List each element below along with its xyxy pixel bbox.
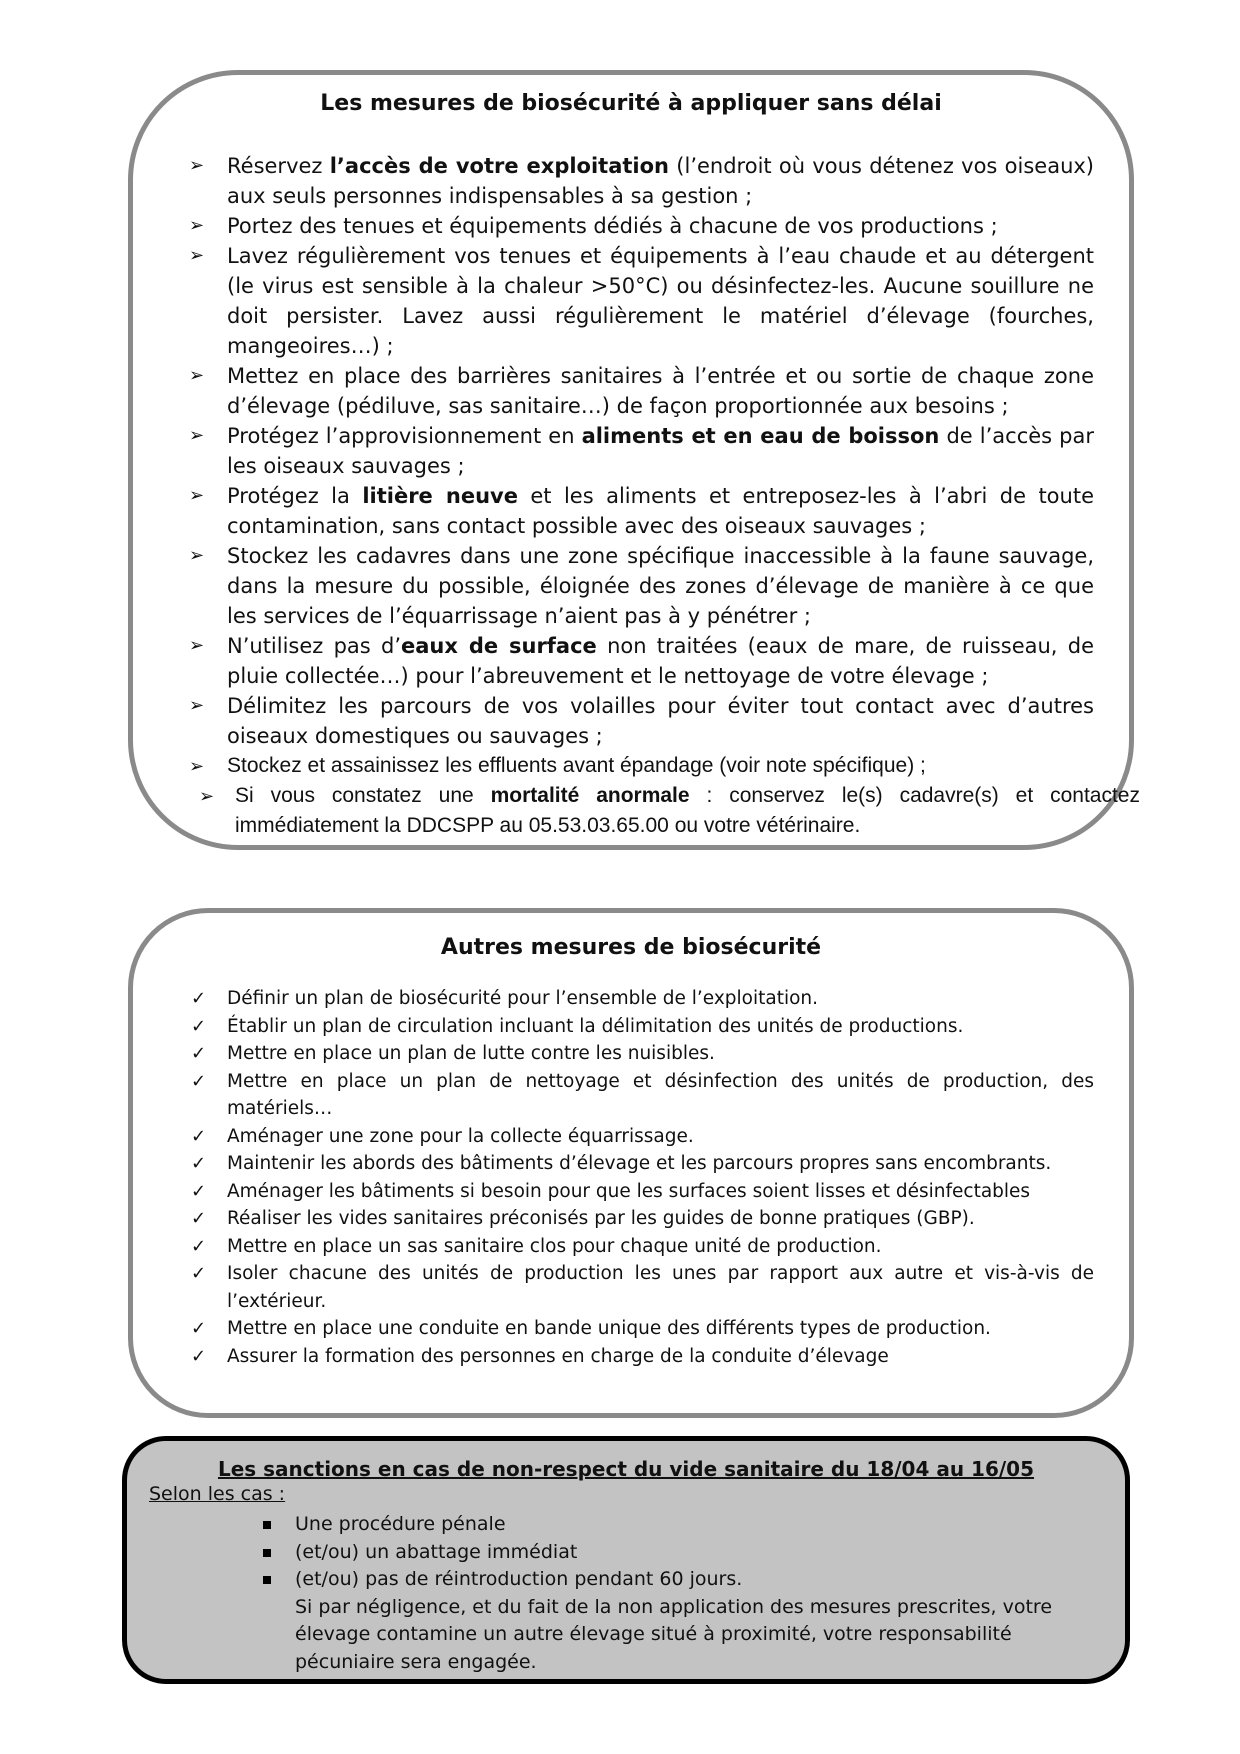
list-item: ➢ Stockez les cadavres dans une zone spécifique inaccessible à la faune sauvage, dans la mesure du possible, éloignée des zones d’élevage de manière à ce que les services de l’équarrissage n’aient pas à y pénétrer ; <box>189 541 1094 631</box>
immediate-measures-title: Les mesures de biosécurité à appliquer sans délai <box>320 91 942 116</box>
list-item: ➢ Si vous constatez une mortalité anormale : conservez le(s) cadavre(s) et contactez immédiatement la DDCSPP au 05.53.03.65.00 ou votre vétérinaire. <box>177 781 1140 841</box>
square-bullet-icon <box>263 1521 271 1529</box>
checkmark-bullet-icon: ✓ <box>191 1208 207 1229</box>
square-bullet-icon <box>263 1549 271 1557</box>
list-item: ✓ Isoler chacune des unités de production les unes par rapport aux autre et vis-à-vis de l’extérieur. <box>189 1260 1094 1315</box>
list-item: ✓ Mettre en place un plan de nettoyage et désinfection des unités de production, des matériels… <box>189 1068 1094 1123</box>
list-item: ✓ Réaliser les vides sanitaires préconisés par les guides de bonne pratiques (GBP). <box>189 1205 1094 1233</box>
liability-note: Si par négligence, et du fait de la non application des mesures prescrites, votre élevage contamine un autre élevage situé à proximité, votre responsabilité pécuniaire sera engagée. <box>295 1595 1053 1673</box>
list-item: ➢ Stockez et assainissez les effluents avant épandage (voir note spécifique) ; <box>189 751 1094 781</box>
list-item: ✓ Établir un plan de circulation incluant la délimitation des unités de productions. <box>189 1013 1094 1041</box>
other-measures-list <box>189 985 1094 1370</box>
list-item: ➢ N’utilisez pas d’eaux de surface non traitées (eaux de mare, de ruisseau, de pluie collectée…) pour l’abreuvement et le nettoyage de votre élevage ; <box>189 631 1094 691</box>
immediate-measures-box <box>128 70 1140 850</box>
checkmark-bullet-icon: ✓ <box>191 1015 207 1037</box>
checkmark-bullet-icon: ✓ <box>191 1070 207 1092</box>
sanctions-subtitle: Selon les cas : <box>149 1483 286 1505</box>
list-item: ✓ Maintenir les abords des bâtiments d’élevage et les parcours propres sans encombrants. <box>189 1150 1094 1178</box>
other-measures-box <box>128 908 1134 1418</box>
list-item: ✓ Mettre en place un sas sanitaire clos pour chaque unité de production. <box>189 1233 1094 1261</box>
arrowhead-bullet-icon: ➢ <box>189 635 205 656</box>
list-item: ✓ Assurer la formation des personnes en charge de la conduite d’élevage <box>189 1343 1094 1371</box>
arrowhead-bullet-icon: ➢ <box>189 425 205 446</box>
other-measures-title: Autres mesures de biosécurité <box>440 935 822 960</box>
arrowhead-bullet-icon: ➢ <box>189 485 205 506</box>
checkmark-bullet-icon: ✓ <box>191 988 207 1009</box>
checkmark-bullet-icon: ✓ <box>191 1125 207 1147</box>
sanctions-box <box>122 1436 1130 1684</box>
checkmark-bullet-icon: ✓ <box>191 1043 207 1064</box>
list-item: ✓ Mettre en place un plan de lutte contre les nuisibles. <box>189 1040 1094 1068</box>
checkmark-bullet-icon: ✓ <box>191 1153 207 1174</box>
list-item: ➢ Délimitez les parcours de vos volailles pour éviter tout contact avec d’autres oiseaux domestiques ou sauvages ; <box>189 691 1094 751</box>
list-item: ➢ Lavez régulièrement vos tenues et équipements à l’eau chaude et au détergent (le virus est sensible à la chaleur >50°C) ou désinfectez-les. Aucune souillure ne doit persister. Lavez aussi régulièrement le matériel d’élevage (fourches, mangeoires…) ; <box>189 241 1094 361</box>
arrowhead-bullet-icon: ➢ <box>199 786 215 806</box>
checkmark-bullet-icon: ✓ <box>191 1263 207 1284</box>
checkmark-bullet-icon: ✓ <box>191 1318 207 1339</box>
list-item: ➢ Réservez l’accès de votre exploitation (l’endroit où vous détenez vos oiseaux) aux seuls personnes indispensables à sa gestion ; <box>189 151 1094 211</box>
arrowhead-bullet-icon: ➢ <box>189 215 205 236</box>
list-item: Une procédure pénale <box>257 1511 1077 1539</box>
sanctions-title: Les sanctions en cas de non-respect du vide sanitaire du 18/04 au 16/05 <box>217 1457 1035 1481</box>
arrowhead-bullet-icon: ➢ <box>189 365 205 386</box>
checkmark-bullet-icon: ✓ <box>191 1235 207 1257</box>
square-bullet-icon <box>263 1576 271 1584</box>
arrowhead-bullet-icon: ➢ <box>189 155 205 176</box>
sanctions-list <box>257 1511 1077 1676</box>
arrowhead-bullet-icon: ➢ <box>189 695 205 716</box>
list-item: ➢ Portez des tenues et équipements dédiés à chacune de vos productions ; <box>189 211 1094 241</box>
list-item: ✓ Définir un plan de biosécurité pour l’ensemble de l’exploitation. <box>189 985 1094 1013</box>
list-item: ✓ Mettre en place une conduite en bande unique des différents types de production. <box>189 1315 1094 1343</box>
immediate-measures-list <box>189 151 1140 841</box>
checkmark-bullet-icon: ✓ <box>191 1180 207 1202</box>
list-item: (et/ou) un abattage immédiat <box>257 1539 1077 1567</box>
list-item: ➢ Mettez en place des barrières sanitaires à l’entrée et ou sortie de chaque zone d’élevage (pédiluve, sas sanitaire…) de façon proportionnée aux besoins ; <box>189 361 1094 421</box>
list-item: (et/ou) pas de réintroduction pendant 60 jours. Si par négligence, et du fait de la non application des mesures prescrites, votre élevage contamine un autre élevage situé à proximité, votre responsabilité pécuniaire sera engagée. <box>257 1566 1077 1676</box>
arrowhead-bullet-icon: ➢ <box>189 245 205 266</box>
list-item: ✓ Aménager une zone pour la collecte équarrissage. <box>189 1123 1094 1151</box>
list-item: ➢ Protégez la litière neuve et les aliments et entreposez-les à l’abri de toute contamination, sans contact possible avec des oiseaux sauvages ; <box>189 481 1094 541</box>
list-item: ➢ Protégez l’approvisionnement en aliments et en eau de boisson de l’accès par les oiseaux sauvages ; <box>189 421 1094 481</box>
arrowhead-bullet-icon: ➢ <box>189 756 205 776</box>
list-item: ✓ Aménager les bâtiments si besoin pour que les surfaces soient lisses et désinfectables <box>189 1178 1094 1206</box>
checkmark-bullet-icon: ✓ <box>191 1345 207 1367</box>
arrowhead-bullet-icon: ➢ <box>189 545 205 566</box>
